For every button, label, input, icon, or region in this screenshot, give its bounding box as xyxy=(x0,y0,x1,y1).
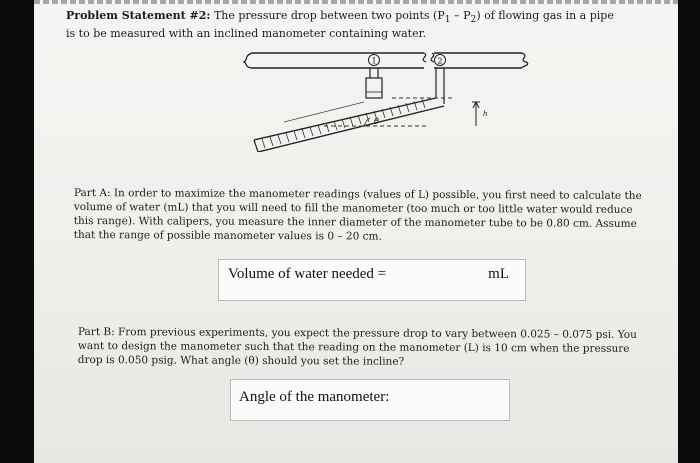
angle-answer-label: Angle of the manometer: xyxy=(239,389,390,405)
point-1-label: 1 xyxy=(371,56,377,66)
volume-answer-label: Volume of water needed = xyxy=(228,266,387,282)
part-a-text: Part A: In order to maximize the manometer readings (values of L) possible, you first need to calculate the volume of water (mL) that you will need to fill the manometer (too much or too little water would reduce this range). With calipers, you measure the inner diameter of the manometer tube to be 0.80 cm. Assume that the range of possible manometer values is 0 – 20 cm. xyxy=(73,186,642,243)
part-b-text: Part B: From previous experiments, you expect the pressure drop to vary between 0.025 – 0.075 psi. You want to design the manometer such that the reading on the manometer (L) is 10 cm when the pressure drop is 0.050 psig. What angle (θ) should you set the incline? xyxy=(77,326,637,368)
height-h-label: h xyxy=(483,110,488,118)
angle-theta-label: θ xyxy=(374,117,379,126)
height-indicator xyxy=(472,102,488,126)
volume-answer-box[interactable] xyxy=(218,259,526,301)
worksheet-page xyxy=(34,0,678,463)
inclined-manometer-diagram xyxy=(214,40,554,152)
angle-answer-box[interactable] xyxy=(230,379,510,421)
manometer-reservoir xyxy=(366,78,382,98)
point-2-label: 2 xyxy=(437,56,443,66)
gas-pipe xyxy=(244,53,528,68)
volume-unit-label: mL xyxy=(488,266,509,282)
pressure-tap-2 xyxy=(435,55,446,105)
problem-heading: Problem Statement #2: xyxy=(66,9,211,22)
problem-statement: Problem Statement #2: The pressure drop between two points $(P_1 - P_2)$ of flowing gas in a pipe is to be measured with an inclined manometer containing water. xyxy=(66,9,614,41)
cropped-previous-line xyxy=(34,0,678,4)
pressure-tap-1 xyxy=(369,55,380,79)
inclined-tube xyxy=(254,98,444,152)
